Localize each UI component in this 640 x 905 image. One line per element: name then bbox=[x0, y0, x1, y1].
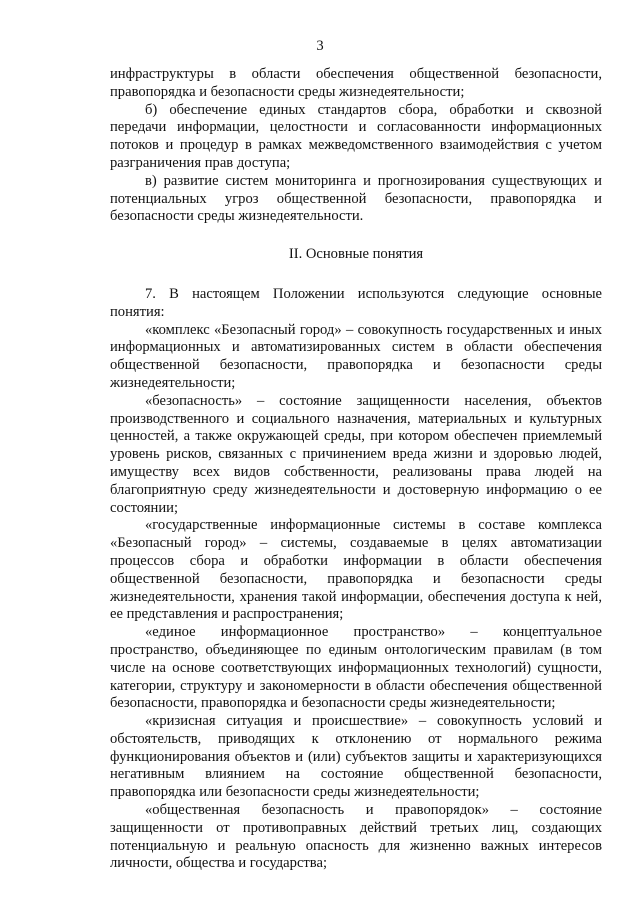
definition-bezopasnost: «безопасность» – состояние защищенности населения, объектов производственного и социального назначения, материальных и культурных ценностей, а также окружающей среды, при котором обеспечен приемлемый уровень рисков, связанных с причинением вреда жизни и здоровью людей, имуществу всех видов собственности, реализованы права людей на благоприятную среду жизнедеятельности и достоверную информацию о ее состоянии; bbox=[110, 392, 602, 516]
paragraph-7-intro: 7. В настоящем Положении используются следующие основные понятия: bbox=[110, 285, 602, 320]
section-heading: II. Основные понятия bbox=[288, 246, 424, 263]
paragraph-item-v: в) развитие систем мониторинга и прогнозирования существующих и потенциальных угроз общественной безопасности, правопорядка и безопасности среды жизнедеятельности. bbox=[110, 172, 602, 225]
page-number: 3 bbox=[316, 38, 324, 54]
definition-gis: «государственные информационные системы в составе комплекса «Безопасный город» – системы, создаваемые в целях автоматизации процессов сбора и обработки информации в области обеспечения общественной безопасности, правопорядка и безопасности среды жизнедеятельности, хранения такой информации, обеспечения доступа к ней, ее представления и распространения; bbox=[110, 517, 602, 623]
definition-bezopasny-gorod: «комплекс «Безопасный город» – совокупность государственных и иных информационных и автоматизированных систем в области обеспечения общественной безопасности, правопорядка и безопасности среды жизнедеятельности; bbox=[110, 321, 602, 391]
paragraph-item-b: б) обеспечение единых стандартов сбора, обработки и сквозной передачи информации, целостности и согласованности информационных потоков и процедур в рамках межведомственного взаимодействия с учетом разграничения прав доступа; bbox=[110, 101, 602, 171]
definition-obshchestvennaya-bezopasnost: «общественная безопасность и правопорядок» – состояние защищенности от противоправных действий третьих лиц, создающих потенциальную и реальную опасность для жизненно важных интересов личности, общества и государства; bbox=[110, 802, 602, 872]
definition-krizisnaya-situaciya: «кризисная ситуация и происшествие» – совокупность условий и обстоятельств, приводящих к отклонению от нормального режима функционирования объектов и (или) субъектов защиты и характеризующихся негативным влиянием на состояние общественной безопасности, правопорядка или безопасности среды жизнедеятельности; bbox=[110, 713, 602, 801]
paragraph-continuation: инфраструктуры в области обеспечения общественной безопасности, правопорядка и безопасности среды жизнедеятельности; bbox=[110, 66, 602, 100]
definition-edinoe-prostranstvo: «единое информационное пространство» – концептуальное пространство, объединяющее по единым онтологическим правилам (в том числе на основе соответствующих информационных технологий) сущности, категории, структуру и закономерности в области обеспечения общественной безопасности, правопорядка и безопасности среды жизнедеятельности; bbox=[110, 624, 602, 712]
document-body bbox=[110, 66, 602, 873]
